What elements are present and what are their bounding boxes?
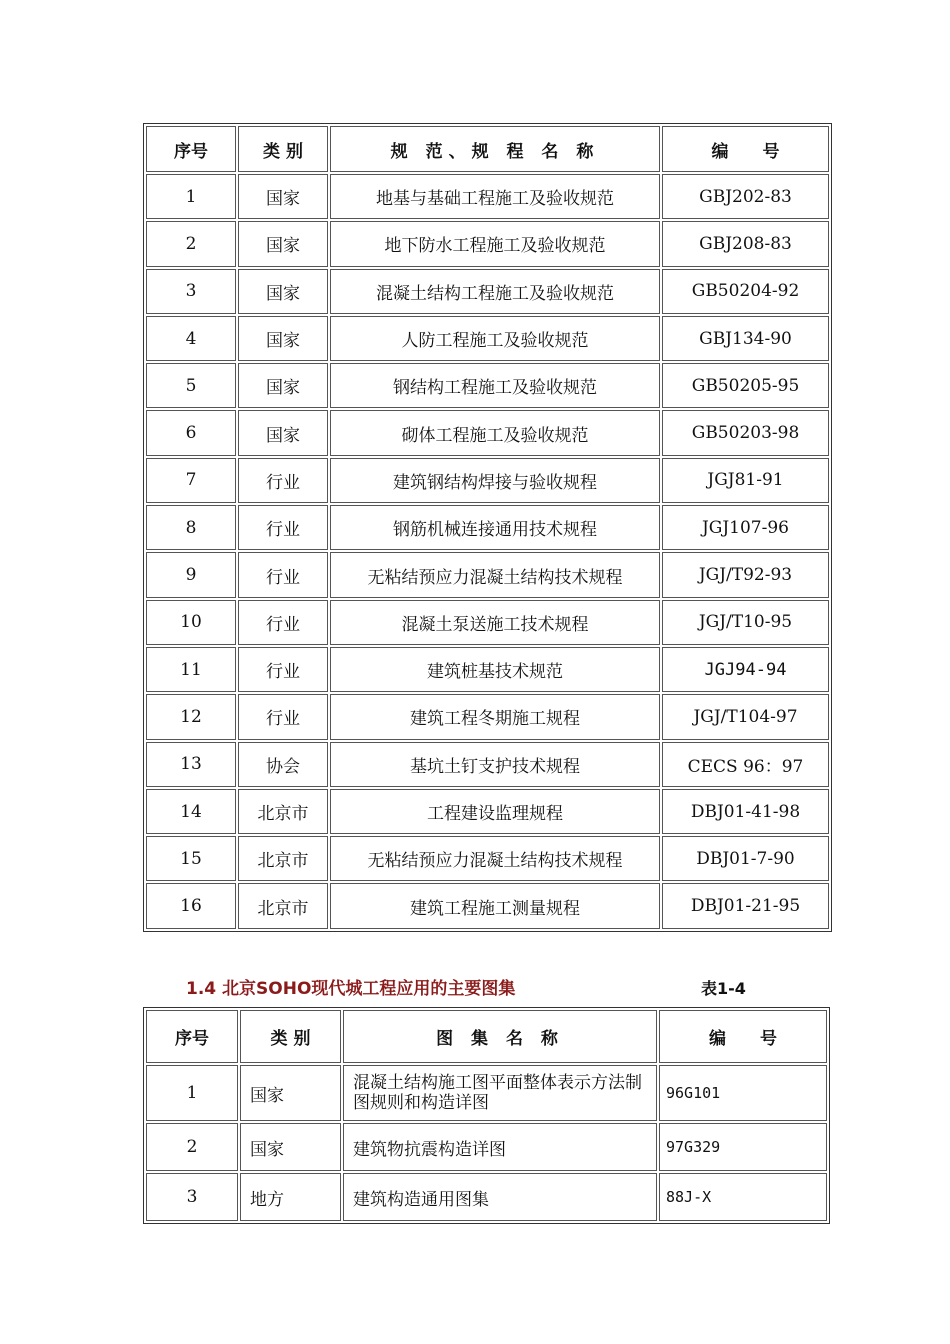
atlas-table bbox=[143, 1007, 830, 1224]
cell-category: 国家 bbox=[238, 174, 328, 219]
header-name: 图 集 名 称 bbox=[343, 1010, 657, 1063]
cell-code: JGJ81-91 bbox=[662, 458, 829, 503]
cell-index: 3 bbox=[146, 269, 236, 314]
cell-index: 15 bbox=[146, 836, 236, 881]
cell-category: 国家 bbox=[238, 221, 328, 266]
cell-index: 4 bbox=[146, 316, 236, 361]
cell-index: 3 bbox=[146, 1173, 238, 1221]
cell-index: 8 bbox=[146, 505, 236, 550]
cell-category: 行业 bbox=[238, 647, 328, 692]
cell-code: GBJ202-83 bbox=[662, 174, 829, 219]
cell-code: DBJ01-7-90 bbox=[662, 836, 829, 881]
cell-code: 96G101 bbox=[659, 1065, 827, 1121]
cell-name: 建筑工程冬期施工规程 bbox=[330, 694, 660, 739]
cell-index: 5 bbox=[146, 363, 236, 408]
table-row bbox=[146, 505, 829, 550]
table-header-row bbox=[146, 1010, 827, 1063]
cell-category: 行业 bbox=[238, 694, 328, 739]
cell-category: 行业 bbox=[238, 600, 328, 645]
table-row bbox=[146, 174, 829, 219]
section-caption: 1.4 北京SOHO现代城工程应用的主要图集 bbox=[186, 979, 516, 999]
table-row bbox=[146, 316, 829, 361]
cell-name: 混凝土泵送施工技术规程 bbox=[330, 600, 660, 645]
cell-name: 建筑桩基技术规范 bbox=[330, 647, 660, 692]
table-number: 表1-4 bbox=[701, 979, 746, 998]
cell-code: JGJ/T10-95 bbox=[662, 600, 829, 645]
cell-category: 协会 bbox=[238, 742, 328, 787]
cell-index: 14 bbox=[146, 789, 236, 834]
cell-category: 行业 bbox=[238, 505, 328, 550]
cell-name: 无粘结预应力混凝土结构技术规程 bbox=[330, 552, 660, 597]
table-row bbox=[146, 363, 829, 408]
table-row bbox=[146, 410, 829, 455]
cell-name: 基坑土钉支护技术规程 bbox=[330, 742, 660, 787]
cell-category: 国家 bbox=[240, 1065, 341, 1121]
cell-category: 地方 bbox=[240, 1173, 341, 1221]
cell-name: 地基与基础工程施工及验收规范 bbox=[330, 174, 660, 219]
header-code: 编 号 bbox=[662, 126, 829, 172]
cell-index: 1 bbox=[146, 174, 236, 219]
cell-code: DBJ01-41-98 bbox=[662, 789, 829, 834]
cell-name: 地下防水工程施工及验收规范 bbox=[330, 221, 660, 266]
header-category: 类 别 bbox=[240, 1010, 341, 1063]
cell-index: 2 bbox=[146, 1123, 238, 1171]
table-row bbox=[146, 600, 829, 645]
cell-category: 国家 bbox=[240, 1123, 341, 1171]
table-header-row bbox=[146, 126, 829, 172]
cell-index: 10 bbox=[146, 600, 236, 645]
cell-index: 16 bbox=[146, 883, 236, 928]
cell-name: 无粘结预应力混凝土结构技术规程 bbox=[330, 836, 660, 881]
cell-code: GBJ208-83 bbox=[662, 221, 829, 266]
cell-index: 9 bbox=[146, 552, 236, 597]
standards-table bbox=[143, 123, 832, 932]
table-row bbox=[146, 789, 829, 834]
header-category: 类 别 bbox=[238, 126, 328, 172]
cell-code: JGJ/T104-97 bbox=[662, 694, 829, 739]
table-row bbox=[146, 647, 829, 692]
cell-index: 7 bbox=[146, 458, 236, 503]
table-row bbox=[146, 552, 829, 597]
table-row bbox=[146, 269, 829, 314]
cell-name: 建筑钢结构焊接与验收规程 bbox=[330, 458, 660, 503]
table-row bbox=[146, 458, 829, 503]
table-row bbox=[146, 742, 829, 787]
table-row bbox=[146, 1173, 827, 1221]
cell-name: 钢筋机械连接通用技术规程 bbox=[330, 505, 660, 550]
cell-code: GB50204-92 bbox=[662, 269, 829, 314]
table-row bbox=[146, 1065, 827, 1121]
cell-category: 国家 bbox=[238, 363, 328, 408]
cell-name: 人防工程施工及验收规范 bbox=[330, 316, 660, 361]
cell-index: 12 bbox=[146, 694, 236, 739]
cell-index: 2 bbox=[146, 221, 236, 266]
cell-category: 行业 bbox=[238, 552, 328, 597]
table-row bbox=[146, 221, 829, 266]
cell-code: JGJ/T92-93 bbox=[662, 552, 829, 597]
cell-name: 混凝土结构工程施工及验收规范 bbox=[330, 269, 660, 314]
cell-name: 建筑工程施工测量规程 bbox=[330, 883, 660, 928]
cell-code: GB50203-98 bbox=[662, 410, 829, 455]
cell-name: 建筑构造通用图集 bbox=[343, 1173, 657, 1221]
cell-category: 国家 bbox=[238, 410, 328, 455]
cell-category: 国家 bbox=[238, 269, 328, 314]
cell-index: 1 bbox=[146, 1065, 238, 1121]
cell-code: JGJ107-96 bbox=[662, 505, 829, 550]
table-row bbox=[146, 694, 829, 739]
cell-index: 11 bbox=[146, 647, 236, 692]
cell-name: 建筑物抗震构造详图 bbox=[343, 1123, 657, 1171]
cell-name: 混凝土结构施工图平面整体表示方法制图规则和构造详图 bbox=[343, 1065, 657, 1121]
cell-code: GB50205-95 bbox=[662, 363, 829, 408]
cell-code: 88J-X bbox=[659, 1173, 827, 1221]
table-row bbox=[146, 883, 829, 928]
cell-code: CECS 96：97 bbox=[662, 742, 829, 787]
cell-name: 砌体工程施工及验收规范 bbox=[330, 410, 660, 455]
header-code: 编 号 bbox=[659, 1010, 827, 1063]
cell-category: 北京市 bbox=[238, 836, 328, 881]
header-index: 序号 bbox=[146, 126, 236, 172]
table-row bbox=[146, 1123, 827, 1171]
header-name: 规 范、规 程 名 称 bbox=[330, 126, 660, 172]
cell-name: 钢结构工程施工及验收规范 bbox=[330, 363, 660, 408]
cell-code: GBJ134-90 bbox=[662, 316, 829, 361]
cell-index: 6 bbox=[146, 410, 236, 455]
cell-code: DBJ01-21-95 bbox=[662, 883, 829, 928]
cell-category: 北京市 bbox=[238, 789, 328, 834]
cell-index: 13 bbox=[146, 742, 236, 787]
header-index: 序号 bbox=[146, 1010, 238, 1063]
cell-category: 行业 bbox=[238, 458, 328, 503]
table-row bbox=[146, 836, 829, 881]
cell-code: JGJ94-94 bbox=[662, 647, 829, 692]
cell-category: 北京市 bbox=[238, 883, 328, 928]
cell-name: 工程建设监理规程 bbox=[330, 789, 660, 834]
cell-code: 97G329 bbox=[659, 1123, 827, 1171]
cell-category: 国家 bbox=[238, 316, 328, 361]
